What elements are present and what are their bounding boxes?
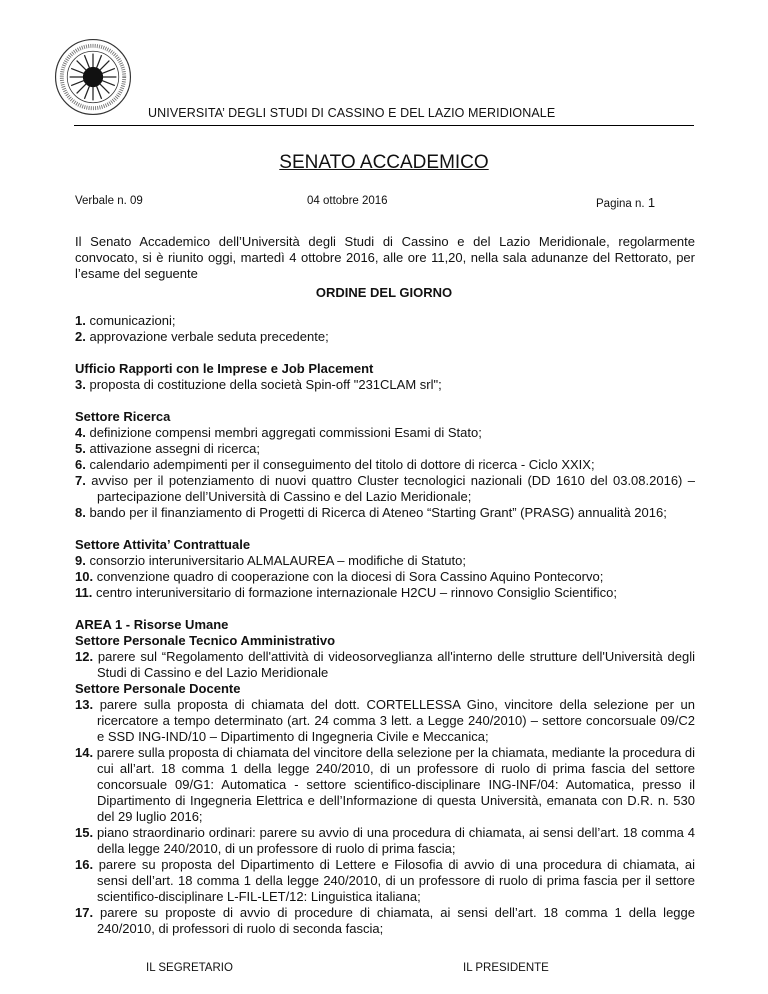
agenda-item-text: centro interuniversitario di formazione internazionale H2CU – rinnovo Consiglio Scientifico;: [95, 585, 617, 600]
agenda-item-number: 17.: [75, 905, 94, 920]
agenda-item-number: 10.: [75, 569, 94, 584]
agenda-item-text: definizione compensi membri aggregati commissioni Esami di Stato;: [89, 425, 482, 440]
page-label: Pagina n.: [596, 198, 645, 210]
agenda-group: [75, 553, 695, 601]
page-indicator: [596, 195, 655, 210]
agenda-item-number: 12.: [75, 649, 94, 664]
agenda-item-text: parere sulla proposta di chiamata del dott. CORTELLESSA Gino, vincitore della selezione per un ricercatore a tempo determinato (art. 24 comma 3 lett. a Legge 240/2010) – settore concorsuale 09/C2 e SSD ING-IND/10 – Dipartimento di Ingegneria Civile e Meccanica;: [97, 697, 695, 744]
agenda-item-number: 5.: [75, 441, 86, 456]
agenda-item-number: 1.: [75, 313, 86, 328]
agenda-item-text: proposta di costituzione della società Spin-off "231CLAM srl";: [89, 377, 442, 392]
agenda-item-text: parere su proposta del Dipartimento di Lettere e Filosofia di avvio di una procedura di chiamata, ai sensi dell’art. 18 comma 1 della legge 240/2010, di un professore di ruolo di prima fascia per il settore scientifico-disciplinare L-FIL-LET/12: Linguistica italiana;: [97, 857, 695, 904]
agenda-item: [75, 825, 695, 857]
agenda-item-number: 2.: [75, 329, 86, 344]
agenda-group: [75, 377, 695, 393]
agenda-item-number: 13.: [75, 697, 94, 712]
agenda-item-number: 6.: [75, 457, 86, 472]
agenda-item-number: 7.: [75, 473, 86, 488]
agenda-item: [75, 649, 695, 681]
agenda-item-text: approvazione verbale seduta precedente;: [89, 329, 329, 344]
agenda-item-text: calendario adempimenti per il conseguimento del titolo di dottore di ricerca - Ciclo XXIX;: [89, 457, 595, 472]
document-title: SENATO ACCADEMICO: [279, 152, 489, 173]
header-rule: [74, 125, 694, 126]
agenda-item-text: comunicazioni;: [89, 313, 176, 328]
agenda-item-number: 14.: [75, 745, 94, 760]
agenda-item-number: 9.: [75, 553, 86, 568]
section-title-ricerca: Settore Ricerca: [75, 409, 171, 424]
agenda-item: [75, 585, 695, 601]
agenda-title: ORDINE DEL GIORNO: [315, 285, 453, 300]
section-title-personale-ta: Settore Personale Tecnico Amministrativo: [75, 633, 336, 648]
university-name: UNIVERSITA’ DEGLI STUDI DI CASSINO E DEL LAZIO MERIDIONALE: [148, 106, 556, 120]
agenda-item: [75, 569, 695, 585]
intro-paragraph: Il Senato Accademico dell’Università degli Studi di Cassino e del Lazio Meridionale, regolarmente convocato, si è riunito oggi, martedì 4 ottobre 2016, alle ore 11,20, nella sala adunanze del Rettorato, per l’esame del seguente: [75, 234, 695, 281]
section-title-contrattuale: Settore Attivita’ Contrattuale: [75, 537, 251, 552]
meeting-date: 04 ottobre 2016: [307, 195, 388, 207]
agenda-item: [75, 329, 695, 345]
agenda-item: [75, 553, 695, 569]
agenda-item-text: attivazione assegni di ricerca;: [89, 441, 260, 456]
agenda-group: [75, 313, 695, 345]
agenda-item-text: consorzio interuniversitario ALMALAUREA – modifiche di Statuto;: [89, 553, 466, 568]
agenda-item-number: 16.: [75, 857, 94, 872]
agenda-item-number: 8.: [75, 505, 86, 520]
agenda-item-text: parere sulla proposta di chiamata del vincitore della selezione per la chiamata, mediante la procedura di cui all’art. 18 comma 1 della legge 240/2010, di un professore di ruolo di prima fascia del settore concorsuale 09/G1: Automatica - settore scientifico-disciplinare ING-INF/04: Automatica, presso il Dipartimento di Ingegneria Elettrica e dell’Informazione di questa Università, emanata con D.R. n. 530 del 29 luglio 2016;: [96, 745, 695, 824]
agenda-item: [75, 313, 695, 329]
agenda-item-text: parere su proposte di avvio di procedure di chiamata, ai sensi dell’art. 18 comma 1 della legge 240/2010, di professori di ruolo di seconda fascia;: [97, 905, 695, 936]
verbale-number: Verbale n. 09: [75, 195, 143, 207]
university-seal-icon: [54, 38, 132, 116]
agenda-item: [75, 697, 695, 745]
agenda-item: [75, 745, 695, 825]
agenda-item-text: avviso per il potenziamento di nuovi quattro Cluster tecnologici nazionali (DD 1610 del 03.08.2016) – partecipazione dell’Università di Cassino e del Lazio Meridionale;: [91, 473, 696, 504]
agenda-item: [75, 857, 695, 905]
section-title-area1: AREA 1 - Risorse Umane: [75, 617, 229, 632]
agenda-item: [75, 457, 695, 473]
agenda-group: [75, 697, 695, 937]
section-title-imprese: Ufficio Rapporti con le Imprese e Job Placement: [75, 361, 374, 376]
president-signature-label: IL PRESIDENTE: [463, 962, 549, 974]
agenda-group: [75, 649, 695, 681]
agenda-list: [75, 313, 695, 937]
agenda-item: [75, 377, 695, 393]
agenda-item-number: 15.: [75, 825, 94, 840]
page-number: 1: [647, 195, 656, 210]
agenda-item: [75, 425, 695, 441]
agenda-item-text: parere sul “Regolamento dell'attività di videosorveglianza all'interno delle strutture dell'Università degli Studi di Cassino e del Lazio Meridionale: [97, 649, 695, 680]
agenda-item-text: convenzione quadro di cooperazione con la diocesi di Sora Cassino Aquino Pontecorvo;: [96, 569, 604, 584]
agenda-item: [75, 473, 695, 505]
agenda-item-number: 11.: [75, 585, 93, 600]
secretary-signature-label: IL SEGRETARIO: [146, 962, 233, 974]
agenda-item: [75, 905, 695, 937]
agenda-item: [75, 505, 695, 521]
agenda-item-text: piano straordinario ordinari: parere su avvio di una procedura di chiamata, ai sensi dell’art. 18 comma 4 della legge 240/2010, di un professore di ruolo di prima fascia;: [96, 825, 695, 856]
agenda-item: [75, 441, 695, 457]
section-title-personale-docente: Settore Personale Docente: [75, 681, 241, 696]
agenda-item-text: bando per il finanziamento di Progetti di Ricerca di Ateneo “Starting Grant” (PRASG) annualità 2016;: [89, 505, 667, 520]
agenda-item-number: 4.: [75, 425, 86, 440]
agenda-item-number: 3.: [75, 377, 86, 392]
agenda-group: [75, 425, 695, 521]
